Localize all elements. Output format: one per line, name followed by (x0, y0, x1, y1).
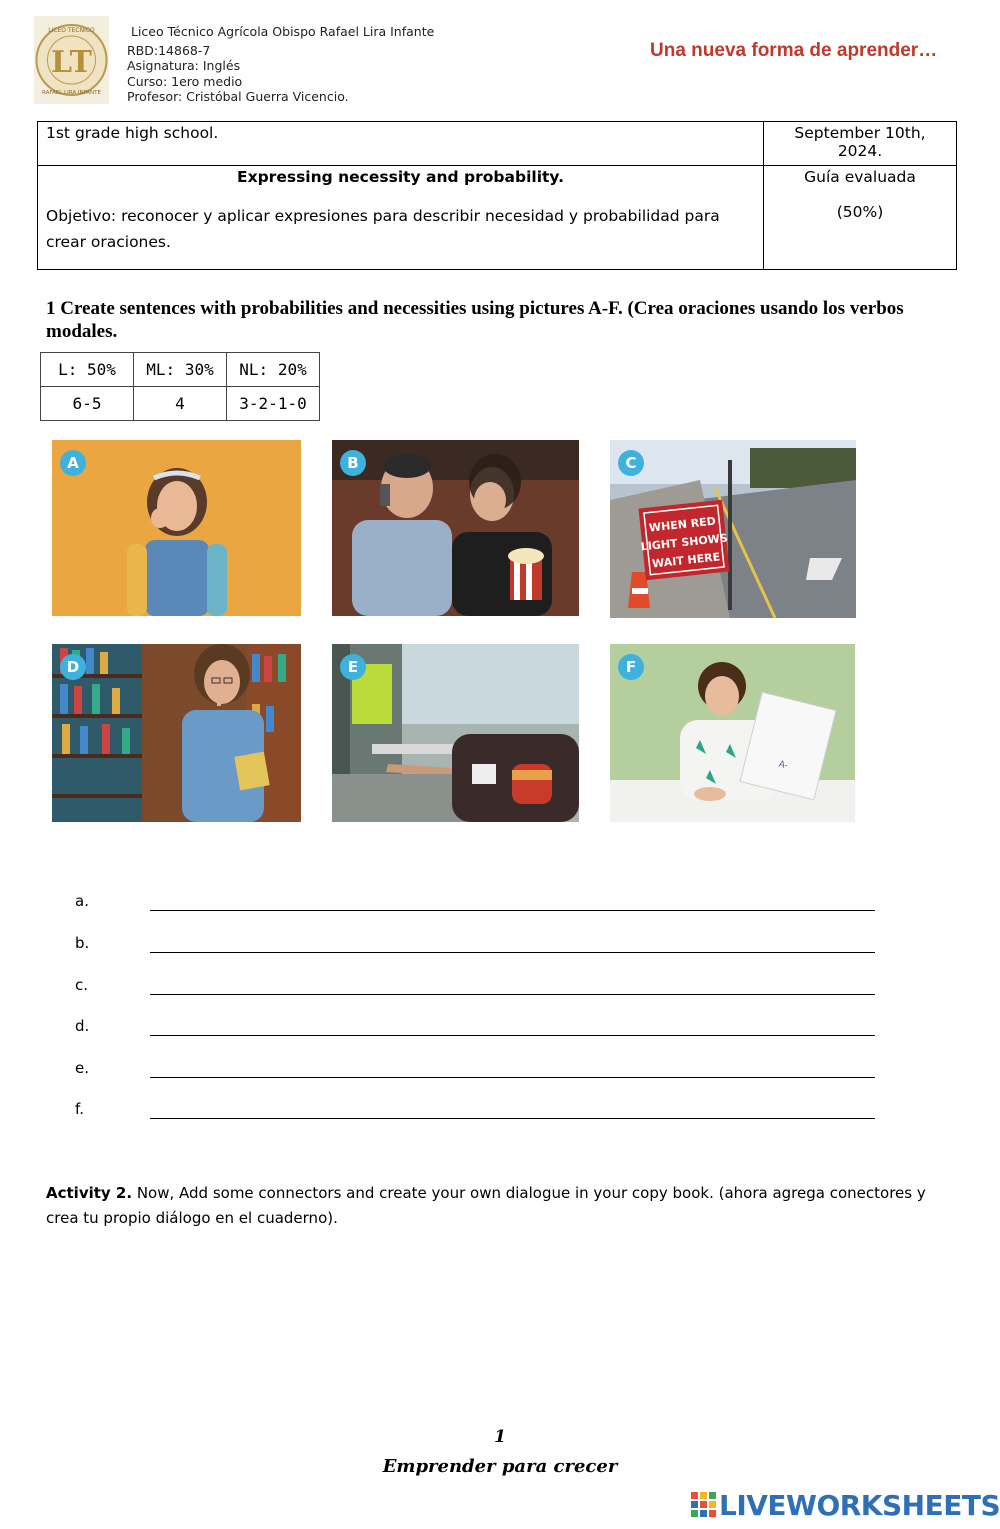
guide-cell (764, 166, 957, 270)
sign-line-3: WAIT HERE (651, 550, 721, 571)
subject: Asignatura: Inglés (127, 58, 241, 74)
slogan: Una nueva forma de aprender… (650, 40, 938, 61)
answer-line-e[interactable] (150, 1077, 875, 1078)
activity2-title: Activity 2. (46, 1184, 133, 1202)
date-cell: September 10th, 2024. (764, 122, 957, 166)
answer-row-b (75, 934, 875, 956)
objective-text: Objetivo: reconocer y aplicar expresiones para describir necesidad y probabilidad para crear oraciones. (46, 207, 720, 251)
answer-letter-e: e. (75, 1059, 89, 1077)
picture-e (332, 644, 579, 822)
svg-text:LT: LT (51, 45, 92, 80)
picture-a-badge: A (60, 450, 86, 476)
objective-cell (38, 166, 764, 270)
school-name: Liceo Técnico Agrícola Obispo Rafael Lira Infante (131, 24, 435, 39)
answer-row-d (75, 1017, 875, 1039)
answer-line-c[interactable] (150, 994, 875, 995)
score-header-ml: ML: 30% (134, 353, 227, 387)
answer-letter-a: a. (75, 892, 89, 910)
score-header-l: L: 50% (41, 353, 134, 387)
grade-cell: 1st grade high school. (38, 122, 764, 166)
rbd-number: RBD:14868-7 (127, 42, 211, 58)
school-logo (34, 16, 109, 104)
page-number: 1 (494, 1427, 506, 1447)
guide-label: Guía evaluada (804, 168, 916, 186)
answer-letter-c: c. (75, 976, 89, 994)
guide-percent: (50%) (836, 203, 884, 221)
liveworksheets-text: LIVEWORKSHEETS (719, 1489, 1000, 1522)
answer-line-d[interactable] (150, 1035, 875, 1036)
picture-c-badge: C (618, 450, 644, 476)
score-value-ml: 4 (134, 387, 227, 421)
svg-text:RAFAEL LIRA INFANTE: RAFAEL LIRA INFANTE (42, 90, 101, 96)
topic-title: Expressing necessity and probability. (237, 168, 564, 186)
picture-c (610, 440, 856, 618)
picture-d-badge: D (60, 654, 86, 680)
school-info (127, 24, 434, 105)
svg-text:LICEO TECNICO: LICEO TECNICO (48, 27, 95, 34)
answer-row-c (75, 976, 875, 998)
score-value-l: 6-5 (41, 387, 134, 421)
liveworksheets-logo-icon (691, 1492, 717, 1518)
section1-instruction: 1 Create sentences with probabilities and necessities using pictures A-F. (Crea oraciones usando los verbos modales. (46, 298, 904, 342)
activity2-text: Now, Add some connectors and create your own dialogue in your copy book. (ahora agrega conectores y crea tu propio diálogo en el cuaderno). (46, 1184, 926, 1227)
picture-d (52, 644, 301, 822)
svg-text:A-: A- (777, 759, 789, 772)
course: Curso: 1ero medio (127, 73, 243, 89)
score-value-nl: 3-2-1-0 (227, 387, 320, 421)
answer-letter-b: b. (75, 934, 90, 952)
picture-f (610, 644, 855, 822)
sign-line-2: LIGHT SHOWS (640, 531, 729, 554)
picture-e-badge: E (340, 654, 366, 680)
sign-line-1: WHEN RED (648, 514, 717, 535)
answer-line-b[interactable] (150, 952, 875, 953)
picture-f-badge: F (618, 654, 644, 680)
answer-letter-d: d. (75, 1017, 90, 1035)
answer-line-a[interactable] (150, 910, 875, 911)
answer-row-e (75, 1059, 875, 1081)
picture-b-badge: B (340, 450, 366, 476)
score-table (40, 352, 320, 421)
footer-motto: Emprender para crecer (382, 1456, 618, 1477)
score-header-nl: NL: 20% (227, 353, 320, 387)
info-table (37, 121, 957, 270)
picture-b (332, 440, 579, 616)
answer-line-f[interactable] (150, 1118, 875, 1119)
answer-row-a (75, 892, 875, 914)
activity2 (46, 1181, 961, 1231)
teacher: Profesor: Cristóbal Guerra Vicencio. (127, 89, 349, 105)
answer-row-f (75, 1100, 875, 1122)
picture-a (52, 440, 301, 616)
answer-letter-f: f. (75, 1100, 84, 1118)
